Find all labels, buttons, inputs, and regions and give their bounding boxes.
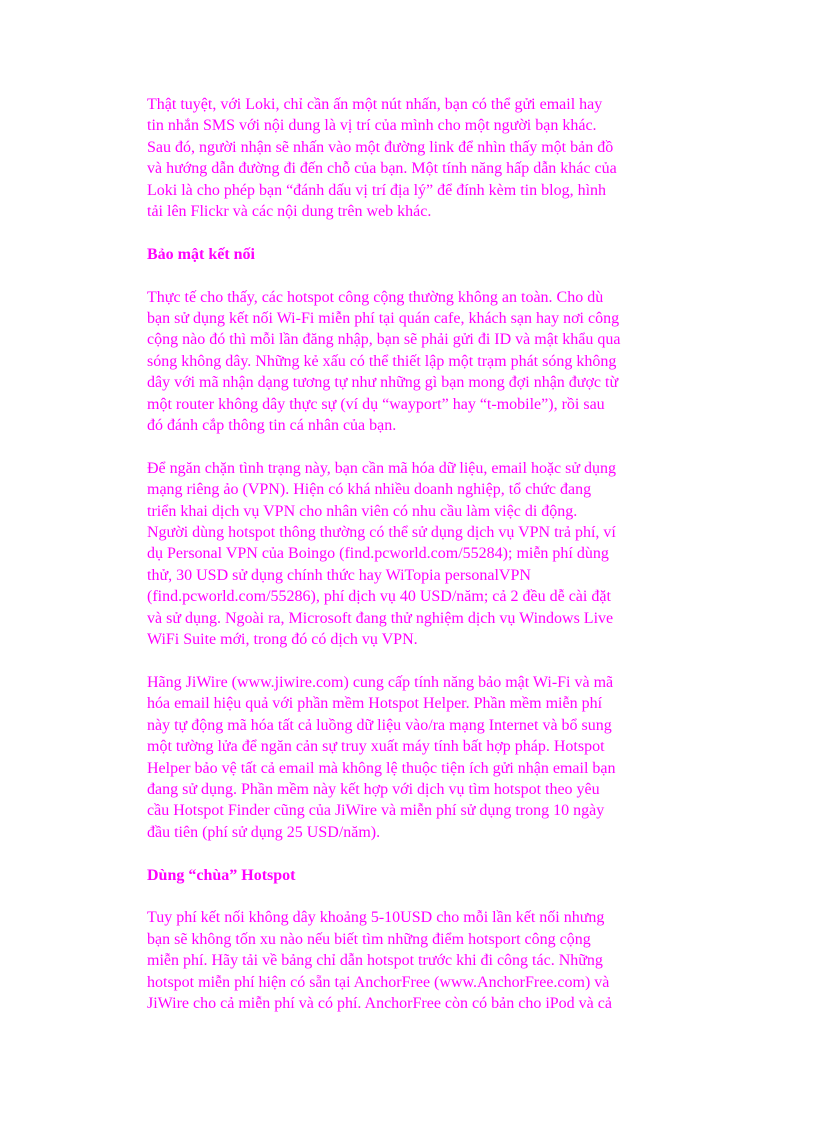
paragraph [147, 458, 677, 651]
text-line: triển khai dịch vụ VPN cho nhân viên có nhu cầu làm việc di động. [147, 502, 578, 520]
text-line: hóa email hiệu quả với phần mềm Hotspot Helper. Phần mềm miễn phí [147, 695, 603, 713]
text-line: tin nhắn SMS với nội dung là vị trí của mình cho một người bạn khác. [147, 117, 597, 135]
text-line: đó đánh cắp thông tin cá nhân của bạn. [147, 417, 397, 435]
text-line: Bảo mật kết nối [147, 245, 255, 263]
text-line: và sử dụng. Ngoài ra, Microsoft đang thử nghiệm dịch vụ Windows Live [147, 609, 614, 627]
text-line: Hãng JiWire (www.jiwire.com) cung cấp tính năng bảo mật Wi-Fi và mã [147, 673, 614, 691]
text-line: và hướng dẫn đường đi đến chỗ của bạn. Một tính năng hấp dẫn khác của [147, 160, 617, 178]
text-line: đầu tiên (phí sử dụng 25 USD/năm). [147, 823, 381, 841]
text-line: cầu Hotspot Finder cũng của JiWire và miễn phí sử dụng trong 10 ngày [147, 802, 605, 820]
paragraph [147, 672, 677, 843]
text-line: sóng không dây. Những kẻ xấu có thể thiết lập một trạm phát sóng không [147, 352, 617, 370]
paragraph [147, 287, 677, 437]
text-line: một router không dây thực sự (ví dụ “wayport” hay “t-mobile”), rồi sau [147, 395, 605, 413]
text-line: Loki là cho phép bạn “đánh dấu vị trí địa lý” để đính kèm tin blog, hình [147, 181, 607, 199]
section-heading [147, 865, 677, 886]
text-line: này tự động mã hóa tất cả luồng dữ liệu vào/ra mạng Internet và bổ sung [147, 716, 612, 734]
document-body [147, 94, 677, 1036]
text-line: mạng riêng ảo (VPN). Hiện có khá nhiều doanh nghiệp, tổ chức đang [147, 481, 592, 499]
text-line: thử, 30 USD sử dụng chính thức hay WiTopia personalVPN [147, 566, 531, 584]
section-heading [147, 244, 677, 265]
paragraph [147, 907, 677, 1014]
paragraph [147, 94, 677, 222]
text-line: Thật tuyệt, với Loki, chỉ cần ấn một nút nhấn, bạn có thể gửi email hay [147, 96, 603, 113]
text-line: Tuy phí kết nối không dây khoảng 5-10USD cho mỗi lần kết nối nhưng [147, 909, 605, 927]
text-line: miễn phí. Hãy tải về bảng chỉ dẫn hotspot trước khi đi công tác. Những [147, 952, 603, 970]
text-line: Người dùng hotspot thông thường có thể sử dụng dịch vụ VPN trả phí, ví [147, 524, 616, 542]
text-line: dây với mã nhận dạng tương tự như những gì bạn mong đợi nhận được từ [147, 374, 619, 392]
text-line: Helper bảo vệ tất cả email mà không lệ thuộc tiện ích gửi nhận email bạn [147, 759, 616, 777]
text-line: Dùng “chùa” Hotspot [147, 866, 296, 884]
text-line: WiFi Suite mới, trong đó có dịch vụ VPN. [147, 631, 418, 649]
text-line: Để ngăn chặn tình trạng này, bạn cần mã hóa dữ liệu, email hoặc sử dụng [147, 459, 617, 477]
text-line: bạn sẽ không tốn xu nào nếu biết tìm những điểm hotsport công cộng [147, 930, 591, 948]
text-line: cộng nào đó thì mỗi lần đăng nhập, bạn sẽ phải gửi đi ID và mật khẩu qua [147, 331, 621, 349]
text-line: bạn sử dụng kết nối Wi-Fi miễn phí tại quán cafe, khách sạn hay nơi công [147, 310, 620, 328]
text-line: hotspot miễn phí hiện có sẵn tại AnchorFree (www.AnchorFree.com) và [147, 973, 610, 991]
text-line: một tường lửa để ngăn cản sự truy xuất máy tính bất hợp pháp. Hotspot [147, 738, 605, 756]
text-line: JiWire cho cả miễn phí và có phí. AnchorFree còn có bản cho iPod và cả [147, 994, 612, 1012]
text-line: (find.pcworld.com/55286), phí dịch vụ 40 USD/năm; cả 2 đều dễ cài đặt [147, 588, 611, 606]
text-line: đang sử dụng. Phần mềm này kết hợp với dịch vụ tìm hotspot theo yêu [147, 780, 600, 798]
text-line: dụ Personal VPN của Boingo (find.pcworld.com/55284); miễn phí dùng [147, 545, 609, 563]
text-line: tải lên Flickr và các nội dung trên web khác. [147, 203, 432, 221]
text-line: Thực tế cho thấy, các hotspot công cộng thường không an toàn. Cho dù [147, 288, 604, 306]
text-line: Sau đó, người nhận sẽ nhấn vào một đường link để nhìn thấy một bản đồ [147, 138, 614, 156]
